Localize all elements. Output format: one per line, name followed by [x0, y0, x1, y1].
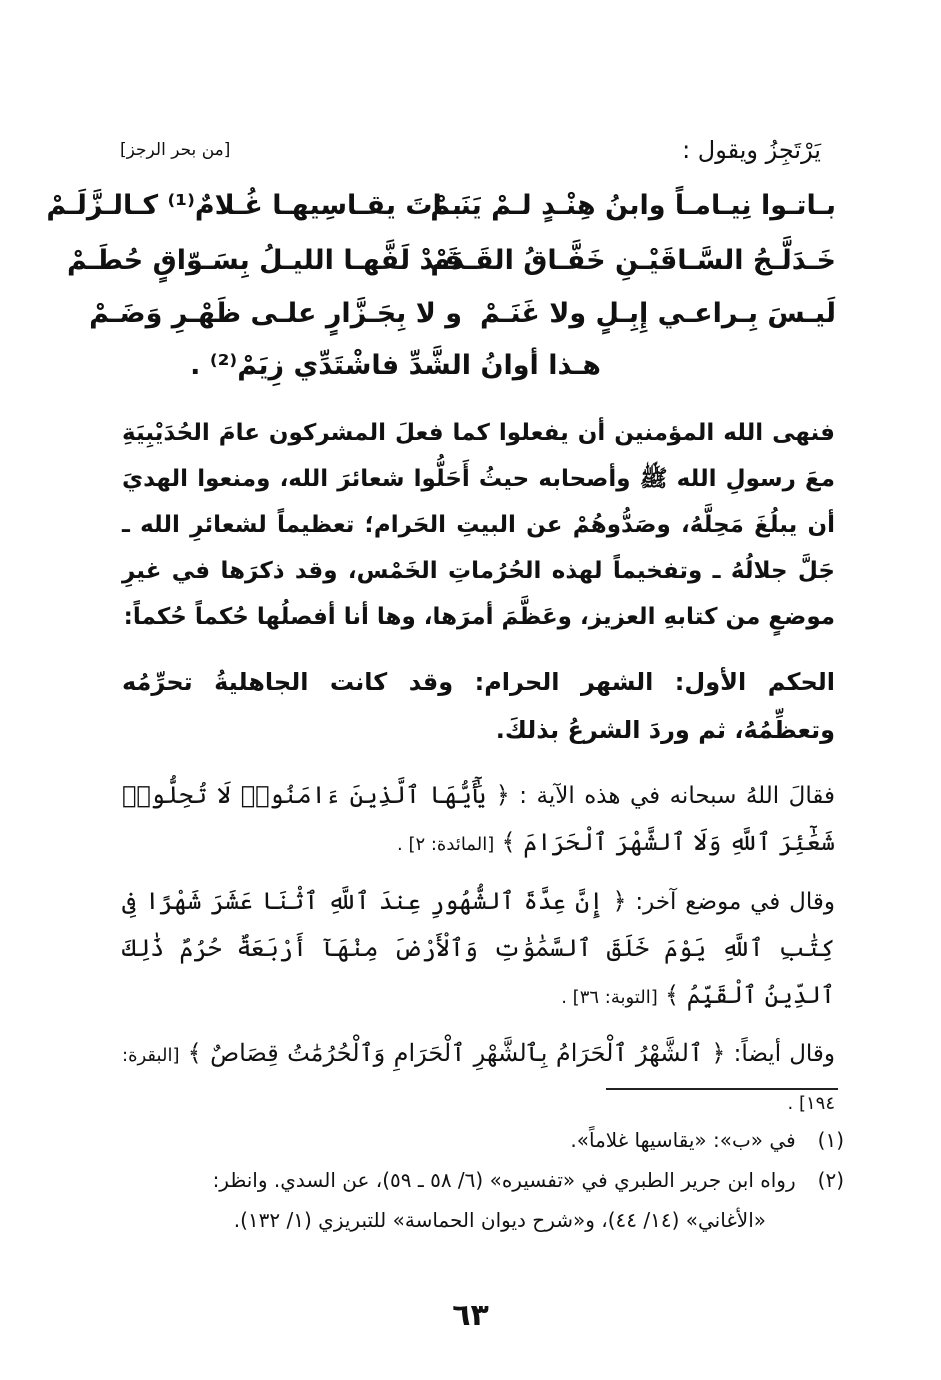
- verse-3-left: و لا بِجَـزَّارٍ علـى ظَهْـرِ وَضَـمْ: [89, 298, 462, 329]
- verse-2-left: قَـدْ لَفَّهـا الليـلُ بِسَـوّاقٍ حُطَـمْ: [67, 245, 462, 276]
- paragraph-ruling-1: الحكم الأول: الشهر الحرام: وقد كانت الجاهليةُ تحرِّمُه وتعظِّمُهُ، ثم وردَ الشرعُ بذلكَ.: [122, 668, 835, 744]
- quran-verse: ﴿ ٱلشَّهْرُ ٱلْحَرَامُ بِٱلشَّهْرِ ٱلْحَرَامِ وَٱلْحُرُمَٰتُ قِصَاصٌ ﴾: [187, 1039, 726, 1067]
- verse-3-right: لَيـسَ بِـراعـي إِبِـلٍ ولا غَنَـمْ: [479, 298, 836, 329]
- quran-verse: ﴿ يَٰٓأَيُّهَا ٱلَّذِينَ ءَامَنُوا۟ لَا تُحِلُّوا۟ شَعَٰٓئِرَ ٱللَّهِ وَلَا ٱلشَّهْرَ ٱلْحَرَامَ ﴾: [122, 781, 835, 856]
- footnote-number: (١): [817, 1128, 844, 1152]
- paragraph-verse-maida: [122, 772, 835, 868]
- footnote-text: في «ب»: «يقاسيها غلاماً».: [570, 1128, 796, 1152]
- paragraph-intro: فقالَ اللهُ سبحانه في هذه الآية :: [519, 783, 836, 809]
- footnote-number: (٢): [817, 1168, 844, 1192]
- footnote-2: [120, 1160, 844, 1240]
- verse-intro: يَرْتَجِزُ ويقول :: [682, 136, 821, 164]
- footnote-text-continued: «الأغاني» (١٤/ ٤٤)، و«شرح ديوان الحماسة» للتبريزي (١/ ١٣٢).: [233, 1208, 766, 1232]
- verse-4: هـذا أوانُ الشَّدِّ فاشْتَدِّي زِيَمْ⁽²⁾ .: [190, 350, 601, 381]
- footnote-text: رواه ابن جرير الطبري في «تفسيره» (٦/ ٥٨ ـ ٥٩)، عن السدي. وانظر:: [212, 1168, 796, 1192]
- verse-reference: [البقرة: ١٩٤] .: [122, 1045, 835, 1114]
- verse-2-right: خَـدَلَّـجُ السَّـاقَيْـنِ خَفَّـاقُ القَـدَمْ: [430, 245, 836, 276]
- footnote-1: [120, 1120, 844, 1160]
- paragraph-intro: وقال في موضع آخر:: [635, 889, 835, 915]
- quran-verse: ﴿ إِنَّ عِدَّةَ ٱلشُّهُورِ عِندَ ٱللَّهِ ٱثْنَا عَشَرَ شَهْرًا فِى كِتَٰبِ ٱللَّهِ يَوْمَ خَلَقَ ٱلسَّمَٰوَٰتِ وَٱلْأَرْضَ مِنْهَآ أَرْبَعَةٌ حُرُمٌ ذَٰلِكَ ٱلدِّينُ ٱلْقَيِّمُ ﴾: [122, 887, 835, 1009]
- verse-reference: [المائدة: ٢] .: [397, 834, 495, 855]
- meter-label: [من بحر الرجز]: [120, 140, 231, 160]
- verse-1-left: بـاتَ يقـاسِيهـا غُـلامٌ⁽¹⁾ كـالـزَّلَـمْ: [46, 190, 462, 221]
- paragraph-intro: وقال أيضاً:: [733, 1041, 836, 1067]
- footnote-divider: [606, 1088, 838, 1090]
- page-number: ٦٣: [452, 1298, 489, 1333]
- verse-1-right: بـاتـوا نِيـامـاً وابنُ هِنْـدٍ لـمْ يَنَـمْ: [430, 190, 836, 221]
- verse-reference: [التوبة: ٣٦] .: [561, 987, 658, 1008]
- paragraph-verse-tawba: [122, 878, 835, 1021]
- paragraph-verse-baqara: [122, 1030, 835, 1127]
- paragraph-1: فنهى الله المؤمنين أن يفعلوا كما فعلَ المشركون عامَ الحُدَيْبِيَةِ معَ رسولِ الله ﷺ وأصحابه حيثُ أَحَلُّوا شعائرَ الله، ومنعوا الهديَ أن يبلُغَ مَحِلَّهُ، وصَدُّوهُمْ عن البيتِ الحَرام؛ تعظيماً لشعائرِ الله ـ جَلَّ جلالُهُ ـ وتفخيماً لهذه الحُرُماتِ الخَمْس، وقد ذكرَها في غيرِ موضعٍ من كتابهِ العزيز، وعَظَّمَ أمرَها، وها أنا أفصلُها حُكماً حُكماً:: [122, 420, 835, 630]
